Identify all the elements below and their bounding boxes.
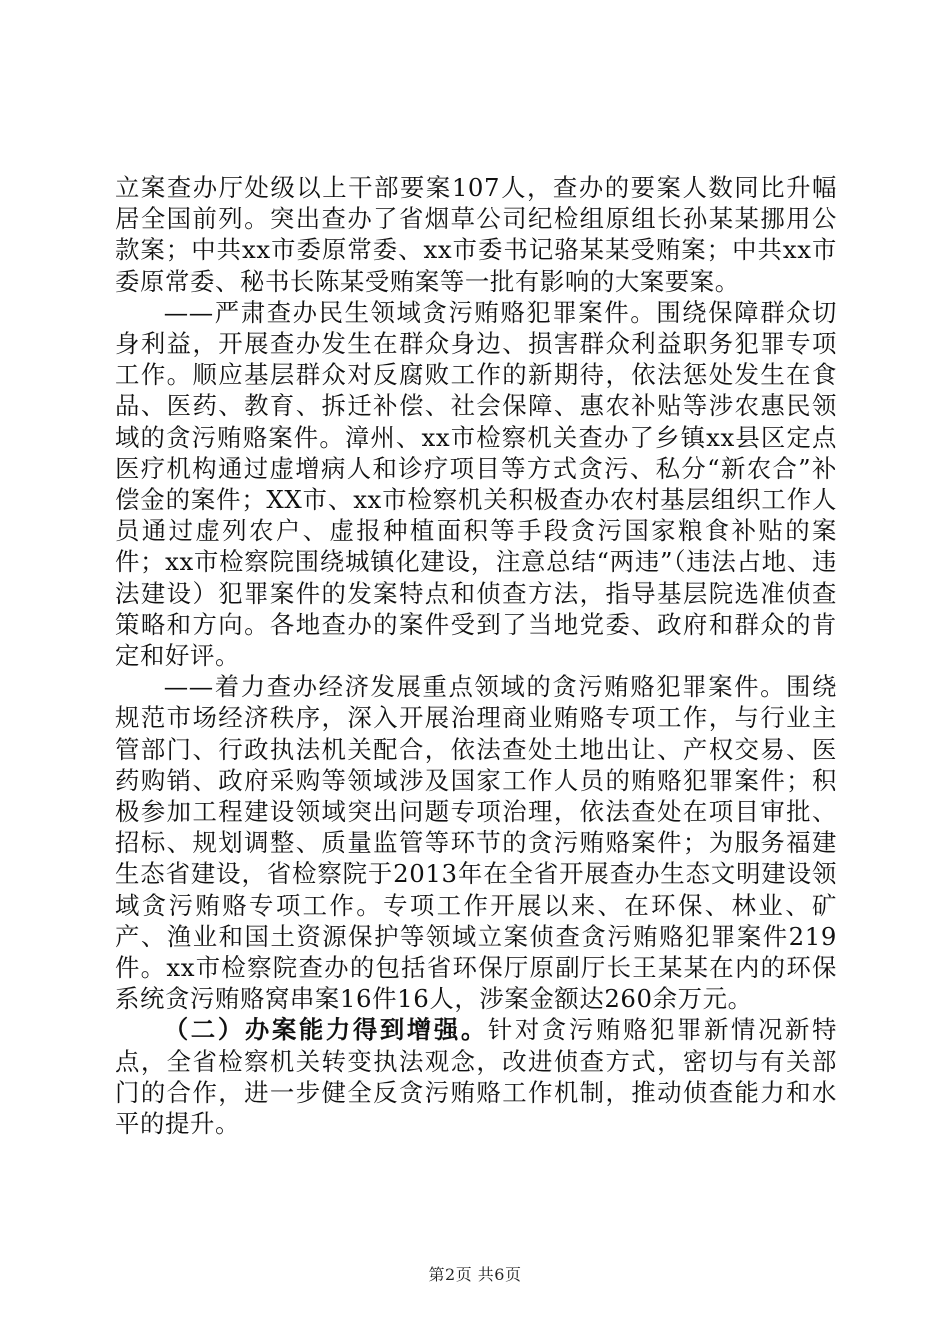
paragraph-4-text: 针对贪污贿赂犯罪新情况新特点，全省检察机关转变执法观念，改进侦查方式，密切与有关部门的合作，进一步健全反贪污贿赂工作机制，推动侦查能力和水平的提升。 [115, 1015, 837, 1139]
page-footer [0, 1262, 950, 1285]
paragraph-2-text: ——严肃查办民生领域贪污贿赂犯罪案件。围绕保障群众切身利益，开展查办发生在群众身边、损害群众利益职务犯罪专项工作。顺应基层群众对反腐败工作的新期待，依法惩处发生在食品、医药、教育、拆迁补偿、社会保障、惠农补贴等涉农惠民领域的贪污贿赂案件。漳州、xx市检察机关查办了乡镇xx县区定点医疗机构通过虚增病人和诊疗项目等方式贪污、私分“新农合”补偿金的案件；XX市、xx市检察机关积极查办农村基层组织工作人员通过虚列农户、虚报种植面积等手段贪污国家粮食补贴的案件；xx市检察院围绕城镇化建设，注意总结“两违”（违法占地、违法建设）犯罪案件的发案特点和侦查方法，指导基层院选准侦查策略和方向。各地查办的案件受到了当地党委、政府和群众的肯定和好评。 [115, 297, 837, 671]
document-body [115, 172, 837, 1139]
paragraph-3 [115, 671, 837, 1014]
paragraph-2 [115, 297, 837, 671]
paragraph-1 [115, 172, 837, 297]
section-heading: （二）办案能力得到增强。 [163, 1015, 488, 1045]
paragraph-4 [115, 1014, 837, 1139]
page-number-label: 第2页 共6页 [428, 1265, 522, 1284]
paragraph-3-text: ——着力查办经济发展重点领域的贪污贿赂犯罪案件。围绕规范市场经济秩序，深入开展治理商业贿赂专项工作，与行业主管部门、行政执法机关配合，依法查处土地出让、产权交易、医药购销、政府采购等领域涉及国家工作人员的贿赂犯罪案件；积极参加工程建设领域突出问题专项治理，依法查处在项目审批、招标、规划调整、质量监管等环节的贪污贿赂案件；为服务福建生态省建设，省检察院于2013年在全省开展查办生态文明建设领域贪污贿赂专项工作。专项工作开展以来、在环保、林业、矿产、渔业和国土资源保护等领域立案侦查贪污贿赂犯罪案件219件。xx市检察院查办的包括省环保厅原副厅长王某某在内的环保系统贪污贿赂窝串案16件16人，涉案金额达260余万元。 [115, 672, 837, 1014]
paragraph-1-text: 立案查办厅处级以上干部要案107人，查办的要案人数同比升幅居全国前列。突出查办了省烟草公司纪检组原组长孙某某挪用公款案；中共xx市委原常委、xx市委书记骆某某受贿案；中共xx市委原常委、秘书长陈某受贿案等一批有影响的大案要案。 [115, 173, 837, 296]
